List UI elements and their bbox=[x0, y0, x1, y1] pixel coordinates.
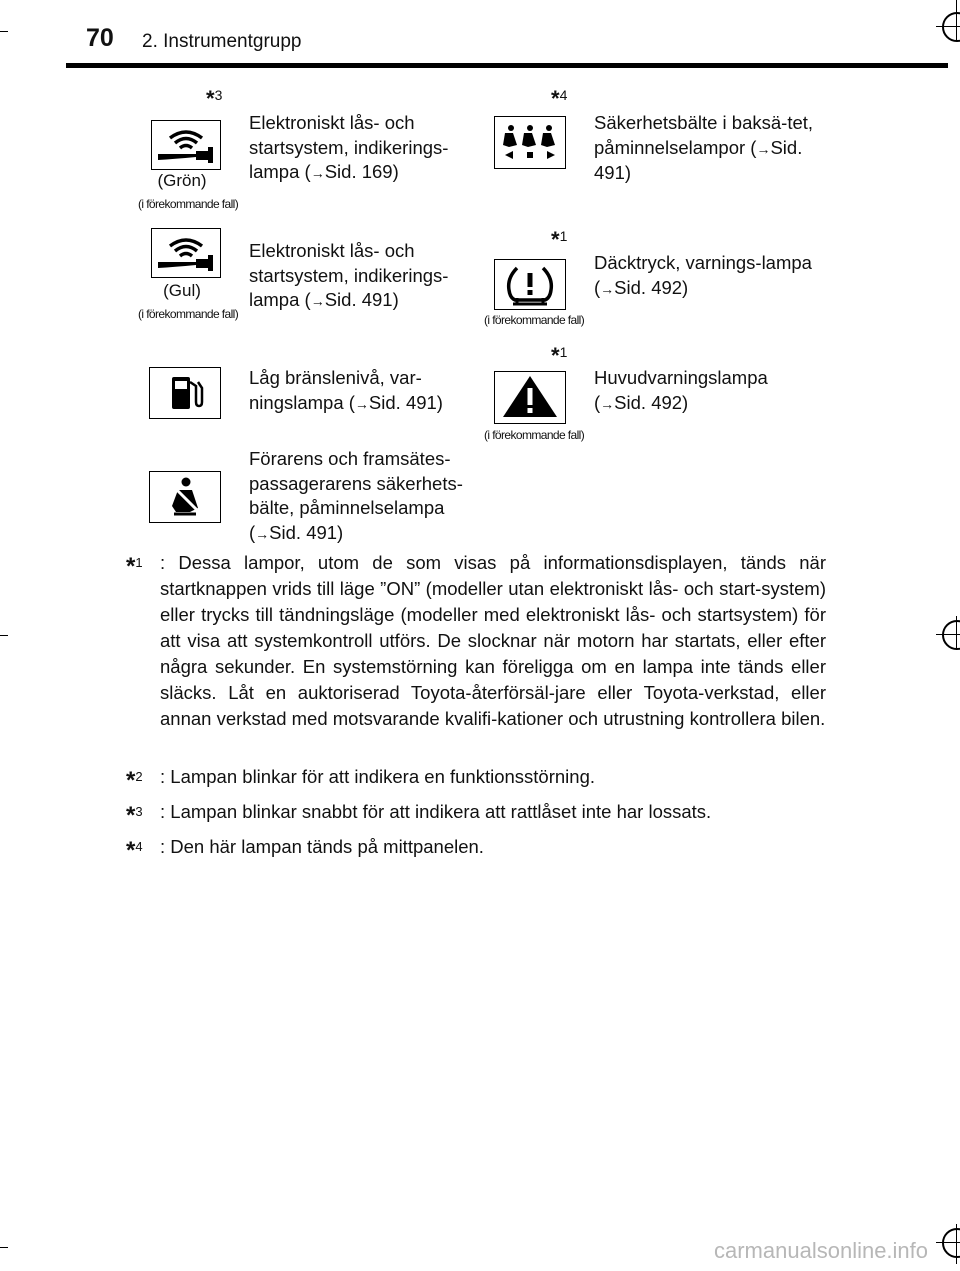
marker-lamp-4: *1 bbox=[551, 227, 568, 252]
key-signal-icon bbox=[152, 121, 220, 169]
lamp-color-label: (Gul) bbox=[163, 281, 201, 300]
page-number: 70 bbox=[86, 24, 114, 52]
lamp-icon-key-green bbox=[151, 120, 221, 170]
lamp-availability-note: (i förekommande fall) bbox=[138, 307, 239, 321]
fuel-pump-icon bbox=[150, 368, 220, 418]
marker-lamp-6: *1 bbox=[551, 343, 568, 368]
lamp-icon-seatbelt bbox=[149, 471, 221, 523]
crop-tick bbox=[0, 31, 8, 32]
lamp-description: Förarens och framsätes-passagerarens säkerhets-bälte, påminnelselampa (→Sid. 491) bbox=[249, 448, 463, 543]
footnote-1: *1 : Dessa lampor, utom de som visas på informationsdisplayen, tänds när startknappen vrids till läge ”ON” (modeller utan elektroniskt lås- och start-system) eller trycks till tändningsläge (modeller med elektroniskt lås- och startsystem) för att visa att systemkontroll utförs. De slocknar när motorn har startats, eller efter några sekunder. En systemstörning kan föreligga om en lampa inte tänds eller släcks. Låt en auktoriserad Toyota-återförsäl-jare eller Toyota-verkstad, eller annan verkstad med motsvarande kvalifi-kationer och utrustning kontrollera bilen. bbox=[126, 550, 826, 732]
master-warning-icon bbox=[495, 372, 565, 423]
section-title: 2. Instrumentgrupp bbox=[142, 31, 302, 52]
lamp-color-label: (Grön) bbox=[157, 171, 207, 190]
crop-tick bbox=[0, 635, 8, 636]
footnote-3: *3 : Lampan blinkar snabbt för att indikera att rattlåset inte har lossats. bbox=[126, 799, 826, 825]
footnote-text: : Lampan blinkar för att indikera en funktionsstörning. bbox=[160, 766, 595, 787]
key-signal-icon bbox=[152, 229, 220, 277]
footnote-text: : Lampan blinkar snabbt för att indikera att rattlåset inte har lossats. bbox=[160, 801, 712, 822]
lamp-icon-tire-pressure bbox=[494, 259, 566, 310]
footnote-text: : Dessa lampor, utom de som visas på informationsdisplayen, tänds när startknappen vrids till läge ”ON” (modeller utan elektroniskt lås- och start-system) eller trycks till tändningsläge (modeller med elektroniskt lås- och startsystem) för att visa att systemkontroll utförs. De slocknar när motorn har startats, eller efter några sekunder. En systemstörning kan föreligga om en lampa inte tänds eller släcks. Låt en auktoriserad Toyota-återförsäl-jare eller Toyota-verkstad, eller annan verkstad med motsvarande kvalifi-kationer och utrustning kontrollera bilen. bbox=[160, 552, 826, 729]
lamp-icon-rear-seatbelt bbox=[494, 116, 566, 169]
marker-lamp-1: *3 bbox=[206, 86, 223, 111]
crop-tick bbox=[0, 1247, 8, 1248]
footnote-2: *2 : Lampan blinkar för att indikera en funktionsstörning. bbox=[126, 764, 826, 790]
footnote-4: *4 : Den här lampan tänds på mittpanelen. bbox=[126, 834, 826, 860]
watermark: carmanualsonline.info bbox=[714, 1238, 929, 1263]
lamp-icon-master-warning bbox=[494, 371, 566, 424]
lamp-availability-note: (i förekommande fall) bbox=[484, 428, 585, 442]
lamp-description: Elektroniskt lås- och startsystem, indikerings-lampa (→Sid. 169) bbox=[249, 112, 449, 182]
lamp-availability-note: (i förekommande fall) bbox=[484, 313, 585, 327]
lamp-description: Däcktryck, varnings-lampa (→Sid. 492) bbox=[594, 252, 812, 298]
marker-lamp-2: *4 bbox=[551, 86, 568, 111]
lamp-icon-key-yellow bbox=[151, 228, 221, 278]
lamp-description: Elektroniskt lås- och startsystem, indikerings-lampa (→Sid. 491) bbox=[249, 240, 449, 310]
lamp-description: Säkerhetsbälte i baksä-tet, påminnelselampor (→Sid. 491) bbox=[594, 112, 814, 183]
footnote-text: : Den här lampan tänds på mittpanelen. bbox=[160, 836, 484, 857]
lamp-icon-fuel bbox=[149, 367, 221, 419]
header-rule bbox=[66, 63, 948, 68]
seatbelt-icon bbox=[150, 472, 220, 522]
lamp-availability-note: (i förekommande fall) bbox=[138, 197, 239, 211]
rear-seatbelt-icon bbox=[495, 117, 565, 168]
lamp-description: Huvudvarningslampa (→Sid. 492) bbox=[594, 367, 768, 413]
lamp-description: Låg bränslenivå, var-ningslampa (→Sid. 491) bbox=[249, 367, 443, 413]
tire-pressure-icon bbox=[495, 260, 565, 309]
